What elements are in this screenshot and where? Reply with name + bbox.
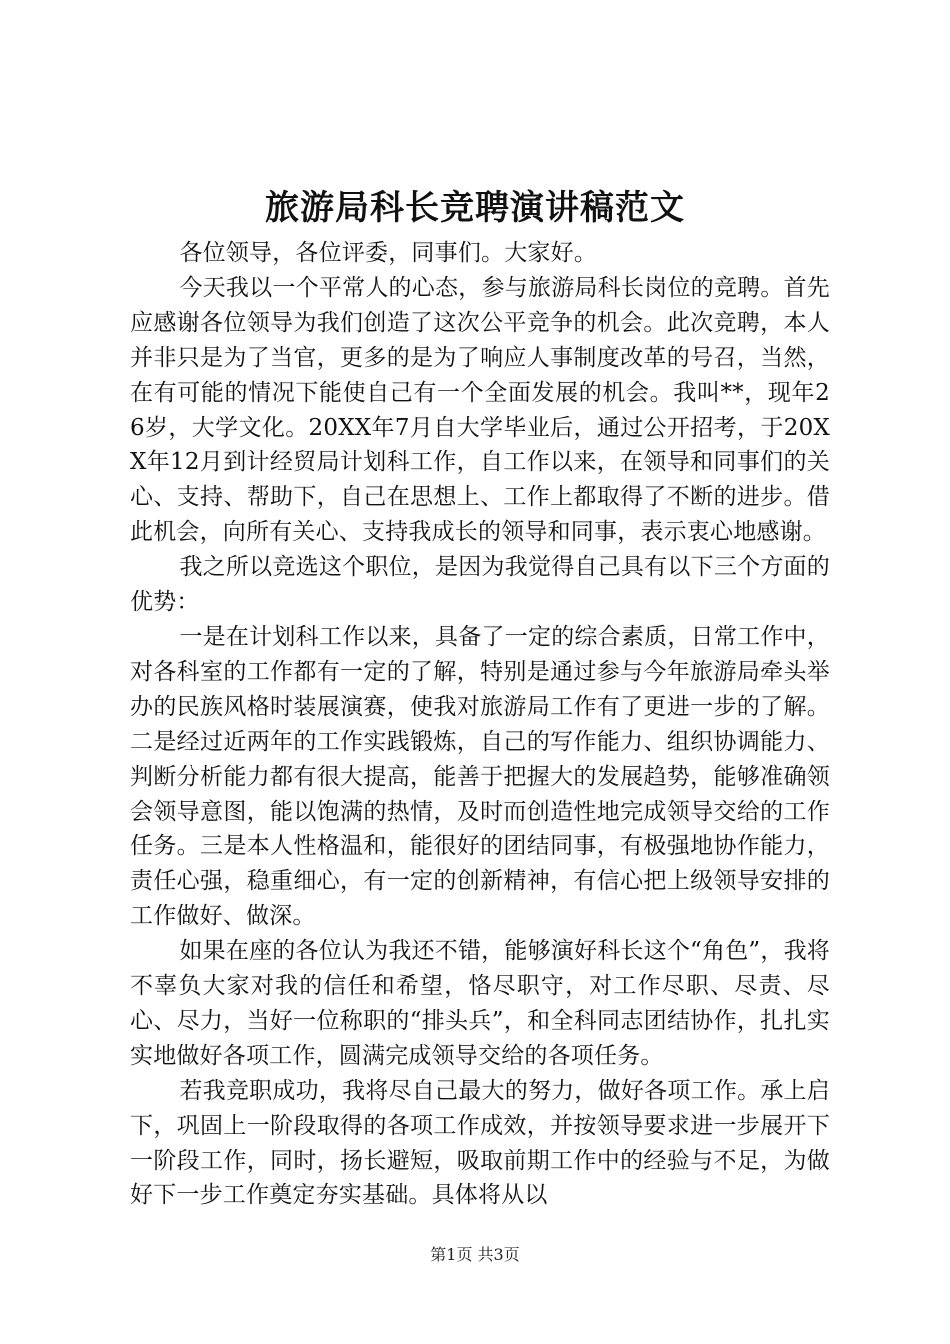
paragraph-introduction: 今天我以一个平常人的心态，参与旅游局科长岗位的竞聘。首先应感谢各位领导为我们创造了这次公平竞争的机会。此次竞聘，本人并非只是为了当官，更多的是为了响应人事制度改革的号召，当然，在有可能的情况下能使自己有一个全面发展的机会。我叫**，现年26岁，大学文化。20XX年7月自大学毕业后，通过公开招考，于20XX年12月到计经贸局计划科工作，自工作以来，在领导和同事们的关心、支持、帮助下，自己在思想上、工作上都取得了不断的进步。借此机会，向所有关心、支持我成长的领导和同事，表示衷心地感谢。 bbox=[130, 274, 830, 546]
paragraph-reason: 我之所以竞选这个职位，是因为我觉得自己具有以下三个方面的优势： bbox=[130, 554, 830, 616]
paragraph-plan: 若我竞职成功，我将尽自己最大的努力，做好各项工作。承上启下，巩固上一阶段取得的各项工作成效，并按领导要求进一步展开下一阶段工作，同时，扬长避短，吸取前期工作中的经验与不足，为做好下一步工作奠定夯实基础。具体将从以 bbox=[130, 1077, 830, 1209]
document-body bbox=[130, 236, 830, 1213]
page-number-footer: 第1页 共3页 bbox=[430, 1245, 520, 1264]
paragraph-greeting: 各位领导，各位评委，同事们。大家好。 bbox=[179, 240, 598, 266]
paragraph-commitment: 如果在座的各位认为我还不错，能够演好科长这个“角色”，我将不辜负大家对我的信任和希望，恪尽职守，对工作尽职、尽责、尽心、尽力，当好一位称职的“排头兵”，和全科同志团结协作，扎扎实实地做好各项工作，圆满完成领导交给的各项任务。 bbox=[130, 938, 830, 1069]
document-title: 旅游局科长竞聘演讲稿范文 bbox=[265, 188, 685, 228]
paragraph-advantages: 一是在计划科工作以来，具备了一定的综合素质，日常工作中，对各科室的工作都有一定的了解，特别是通过参与今年旅游局牵头举办的民族风格时装展演赛，使我对旅游局工作有了更进一步的了解。二是经过近两年的工作实践锻炼，自己的写作能力、组织协调能力、判断分析能力都有很大提高，能善于把握大的发展趋势，能够准确领会领导意图，能以饱满的热情，及时而创造性地完成领导交给的工作任务。三是本人性格温和，能很好的团结同事，有极强地协作能力，责任心强，稳重细心，有一定的创新精神，有信心把上级领导安排的工作做好、做深。 bbox=[130, 623, 830, 930]
